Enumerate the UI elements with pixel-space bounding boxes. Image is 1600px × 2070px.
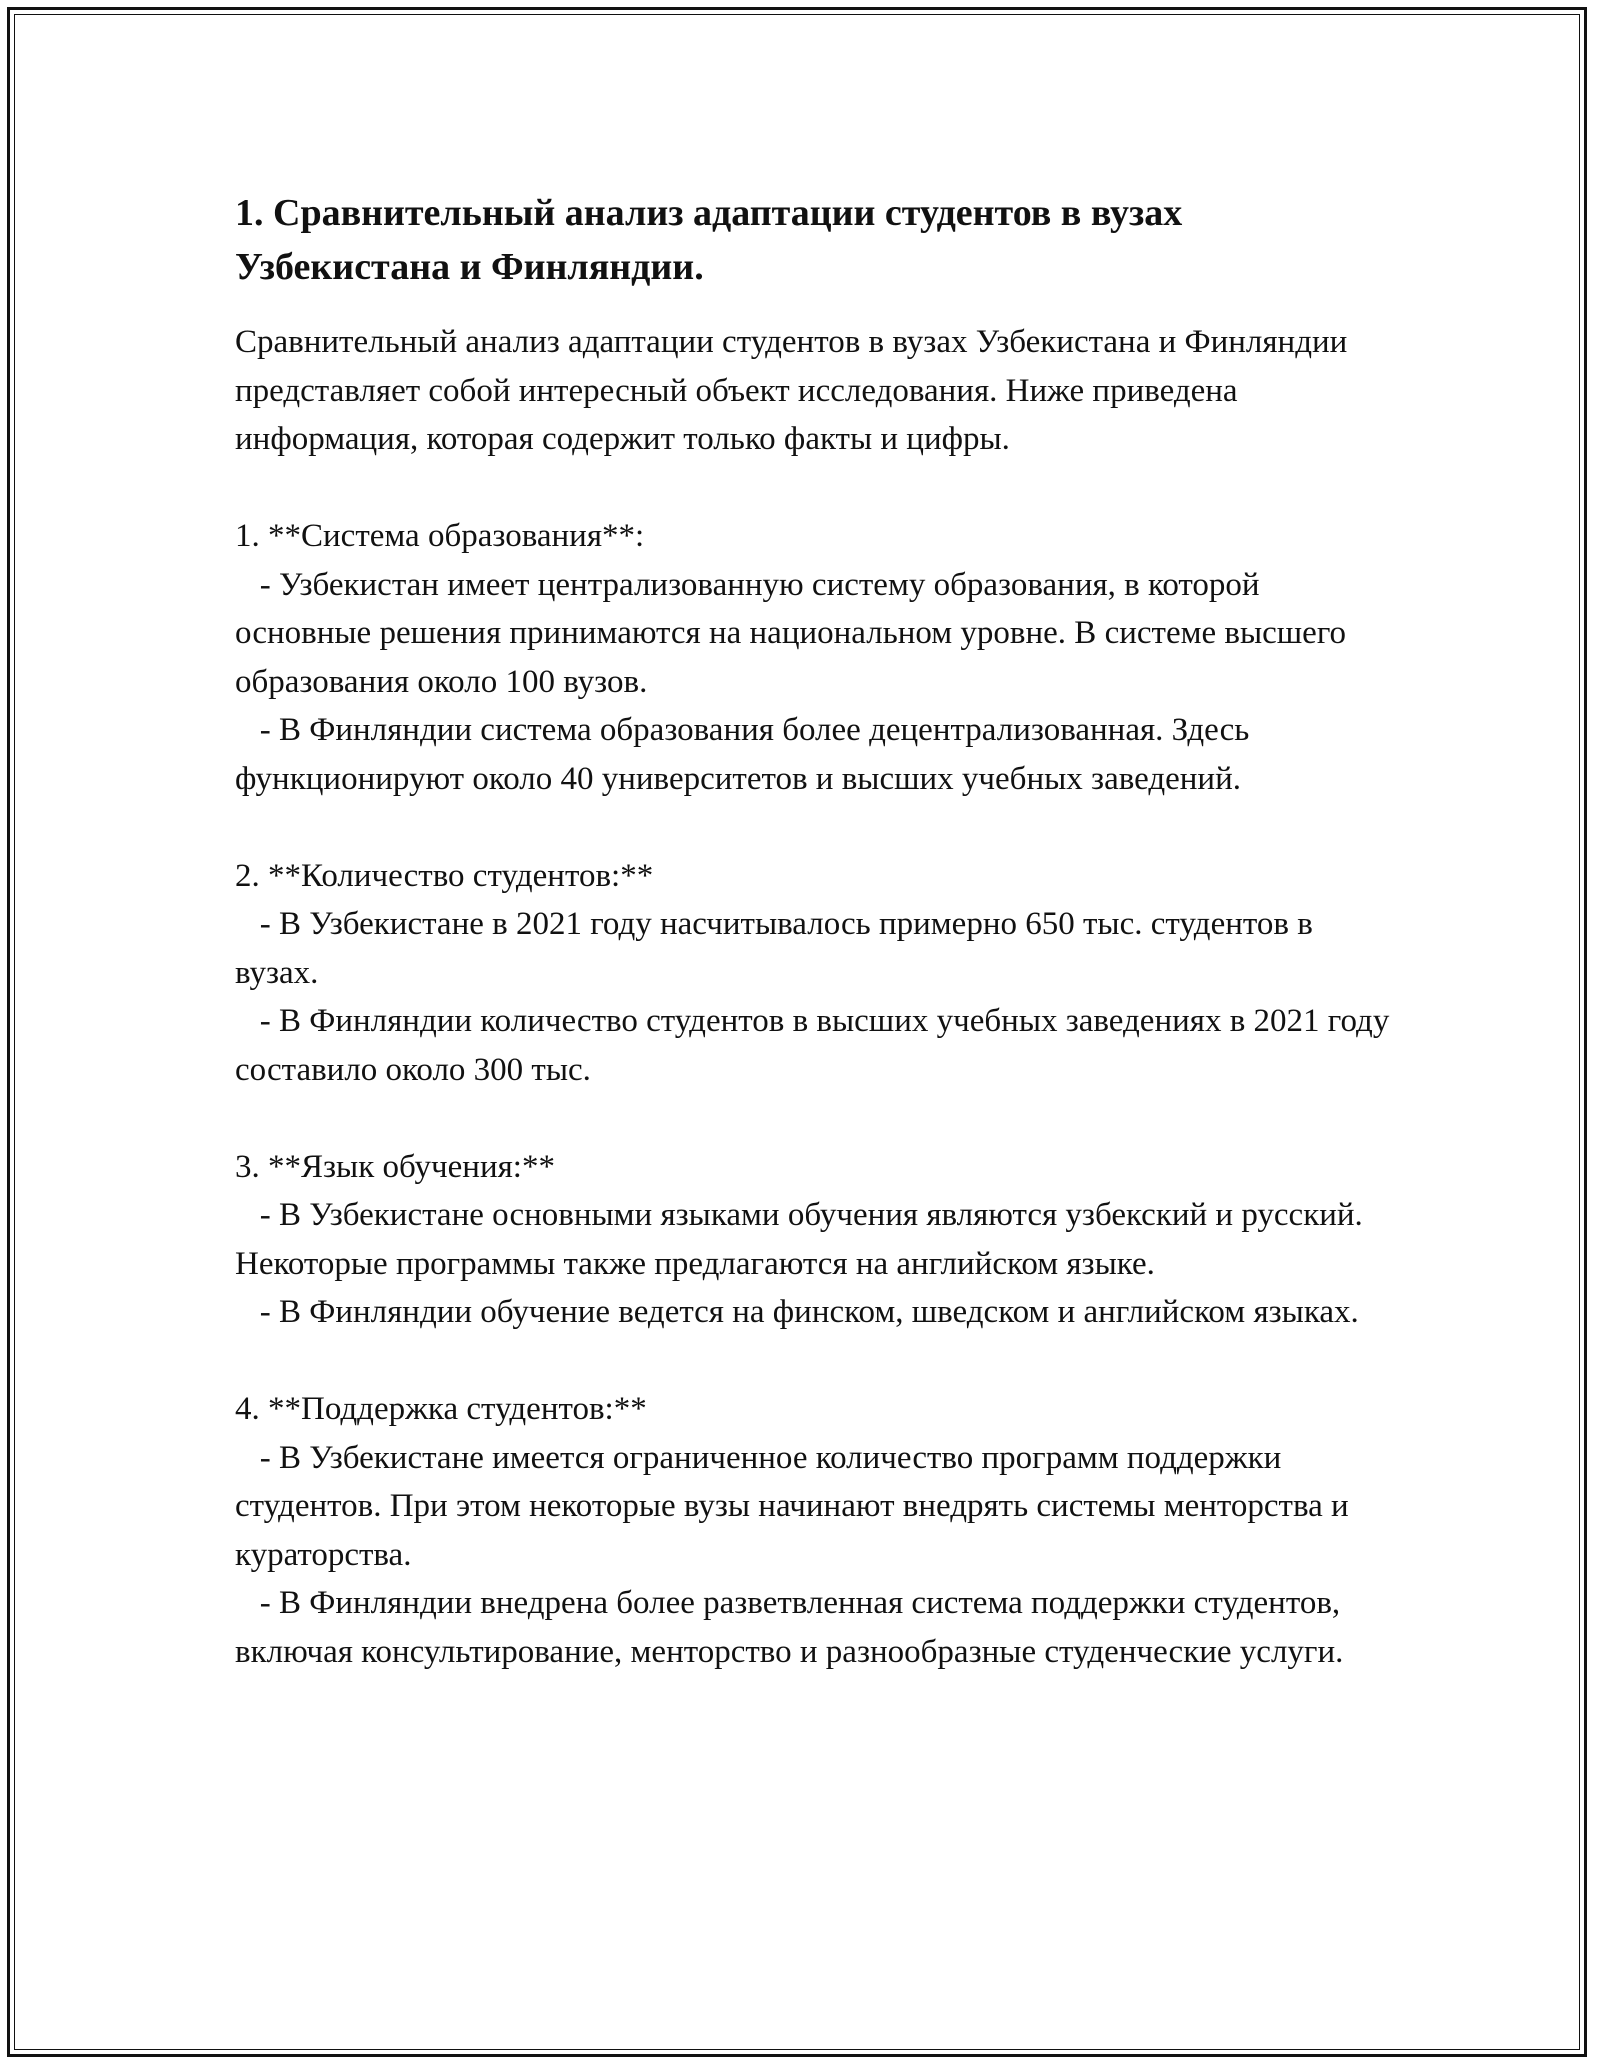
title-line-1: 1. Сравнительный анализ адаптации студентов в вузах	[235, 192, 1183, 234]
document-body	[235, 186, 1398, 1676]
intro-paragraph: Сравнительный анализ адаптации студентов в вузах Узбекистана и Финляндии представляет собой интересный объект исследования. Ниже приведена информация, которая содержит только факты и цифры.	[235, 324, 1356, 457]
section-3-item-2: - В Финляндии обучение ведется на финском, шведском и английском языках.	[235, 1294, 1359, 1330]
spacer	[235, 803, 1395, 852]
section-1-heading: 1. **Система образования**:	[235, 518, 645, 554]
title-line-2: Узбекистана и Финляндии.	[235, 246, 704, 288]
section-3-heading: 3. **Язык обучения:**	[235, 1148, 555, 1185]
section-4-heading: 4. **Поддержка студентов:**	[235, 1391, 647, 1427]
document-title	[235, 186, 1395, 294]
section-1-item-1: - Узбекистан имеет централизованную систему образования, в которой основные решения принимаются на национальном уровне. В системе высшего образования около 100 вузов.	[235, 566, 1355, 700]
section-4-item-1: - В Узбекистане имеется ограниченное количество программ поддержки студентов. При этом некоторые вузы начинают внедрять системы менторства и кураторства.	[235, 1439, 1357, 1573]
section-2-item-2: - В Финляндии количество студентов в высших учебных заведениях в 2021 году составило около 300 тыс.	[235, 1003, 1398, 1088]
section-2-item-1: - В Узбекистане в 2021 году насчитывалось примерно 650 тыс. студентов в вузах.	[235, 906, 1322, 991]
section-2-heading: 2. **Количество студентов:**	[235, 857, 654, 894]
spacer	[235, 1094, 1395, 1143]
section-4-item-2: - В Финляндии внедрена более разветвленная система поддержки студентов, включая консультирование, менторство и разнообразные студенческие услуги.	[235, 1585, 1349, 1670]
section-1-item-2: - В Финляндии система образования более децентрализованная. Здесь функционируют около 40 университетов и высших учебных заведений.	[235, 712, 1258, 797]
spacer	[235, 1337, 1395, 1386]
section-3-item-1: - В Узбекистане основными языками обучения являются узбекский и русский. Некоторые программы также предлагаются на английском языке.	[235, 1197, 1372, 1282]
spacer	[235, 464, 1395, 513]
